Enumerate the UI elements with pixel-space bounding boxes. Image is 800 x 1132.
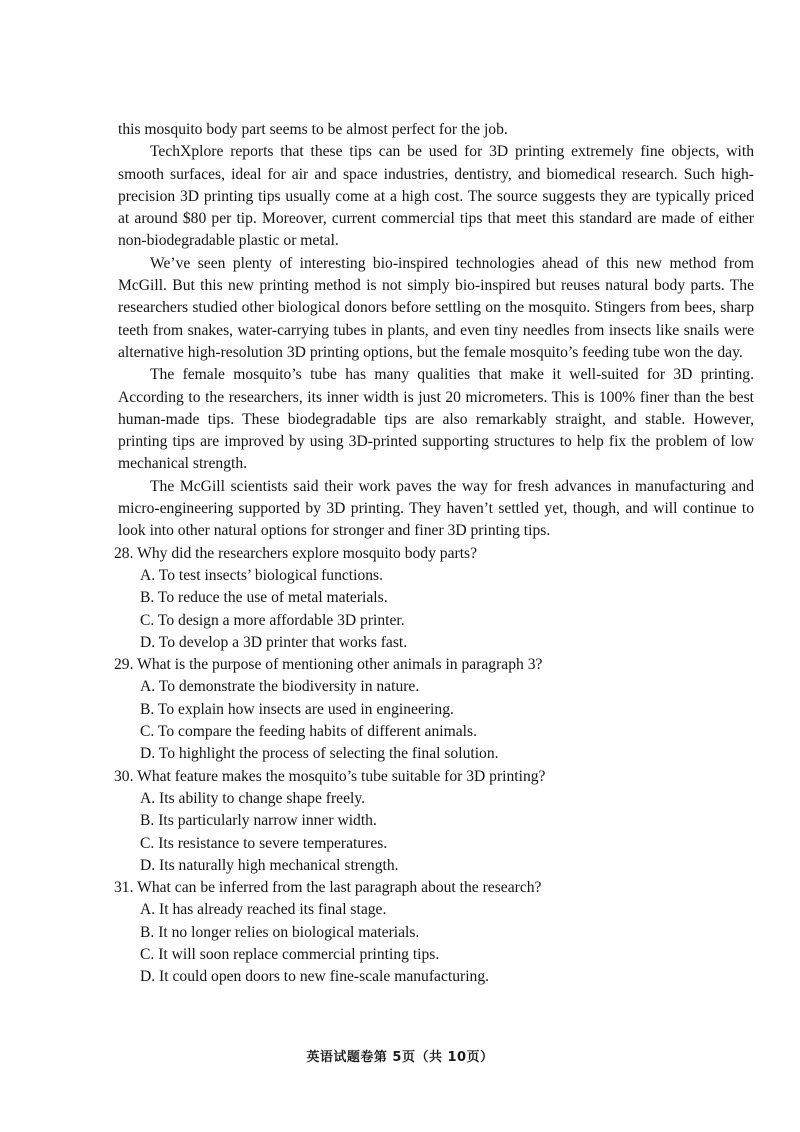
passage-paragraph-continued: this mosquito body part seems to be almost perfect for the job. (118, 121, 508, 138)
question-option: C. It will soon replace commercial printing tips. (140, 945, 440, 963)
question-option: C. To compare the feeding habits of different animals. (140, 723, 477, 741)
question-option: D. Its naturally high mechanical strength. (140, 856, 399, 874)
question-option: B. To explain how insects are used in engineering. (140, 700, 454, 718)
question-option: D. To highlight the process of selecting the final solution. (140, 745, 499, 763)
question-30 (114, 766, 754, 877)
page-footer: 英语试题卷第 5页（共 10页） (306, 1050, 494, 1065)
question-31 (114, 877, 754, 988)
passage-paragraph: TechXplore reports that these tips can be used for 3D printing extremely fine objects, with smooth surfaces, ideal for air and space industries, dentistry, and biomedical research. Such high-precision 3D printing tips usually come at a high cost. The source suggests they are typically priced at around $80 per tip. Moreover, current commercial tips that meet this standard are made of either non-biodegradable plastic or metal. (118, 143, 754, 250)
page-content (114, 119, 754, 989)
question-stem: 29. What is the purpose of mentioning other animals in paragraph 3? (114, 656, 543, 674)
reading-passage (118, 119, 754, 543)
question-stem: 31. What can be inferred from the last paragraph about the research? (114, 879, 542, 897)
question-option: D. To develop a 3D printer that works fast. (140, 633, 408, 651)
question-option: A. It has already reached its final stage. (140, 901, 387, 919)
question-29 (114, 654, 754, 765)
question-option: A. Its ability to change shape freely. (140, 789, 366, 807)
question-option: A. To test insects’ biological functions. (140, 566, 384, 584)
question-option: A. To demonstrate the biodiversity in nature. (140, 678, 420, 696)
question-option: C. To design a more affordable 3D printer. (140, 611, 405, 629)
question-stem: 28. Why did the researchers explore mosquito body parts? (114, 544, 478, 562)
question-option: B. Its particularly narrow inner width. (140, 812, 377, 830)
question-option: C. Its resistance to severe temperatures. (140, 834, 388, 852)
question-option: B. It no longer relies on biological materials. (140, 923, 420, 941)
passage-paragraph: The female mosquito’s tube has many qualities that make it well-suited for 3D printing. According to the researchers, its inner width is just 20 micrometers. This is 100% finer than the best human-made tips. These biodegradable tips are also remarkably straight, and stable. However, printing tips are improved by using 3D-printed supporting structures to help fix the problem of low mechanical strength. (118, 366, 754, 473)
passage-paragraph: We’ve seen plenty of interesting bio-inspired technologies ahead of this new method from McGill. But this new printing method is not simply bio-inspired but reuses natural body parts. The researchers studied other biological donors before settling on the mosquito. Stingers from bees, sharp teeth from snakes, water-carrying tubes in plants, and even tiny needles from insects like snails were alternative high-resolution 3D printing options, but the female mosquito’s feeding tube won the day. (118, 254, 754, 361)
question-option: B. To reduce the use of metal materials. (140, 589, 388, 607)
question-28 (114, 543, 754, 654)
passage-paragraph: The McGill scientists said their work paves the way for fresh advances in manufacturing and micro-engineering supported by 3D printing. They haven’t settled yet, though, and will continue to look into other natural options for stronger and finer 3D printing tips. (118, 477, 754, 540)
question-stem: 30. What feature makes the mosquito’s tube suitable for 3D printing? (114, 767, 546, 785)
question-option: D. It could open doors to new fine-scale manufacturing. (140, 968, 490, 986)
